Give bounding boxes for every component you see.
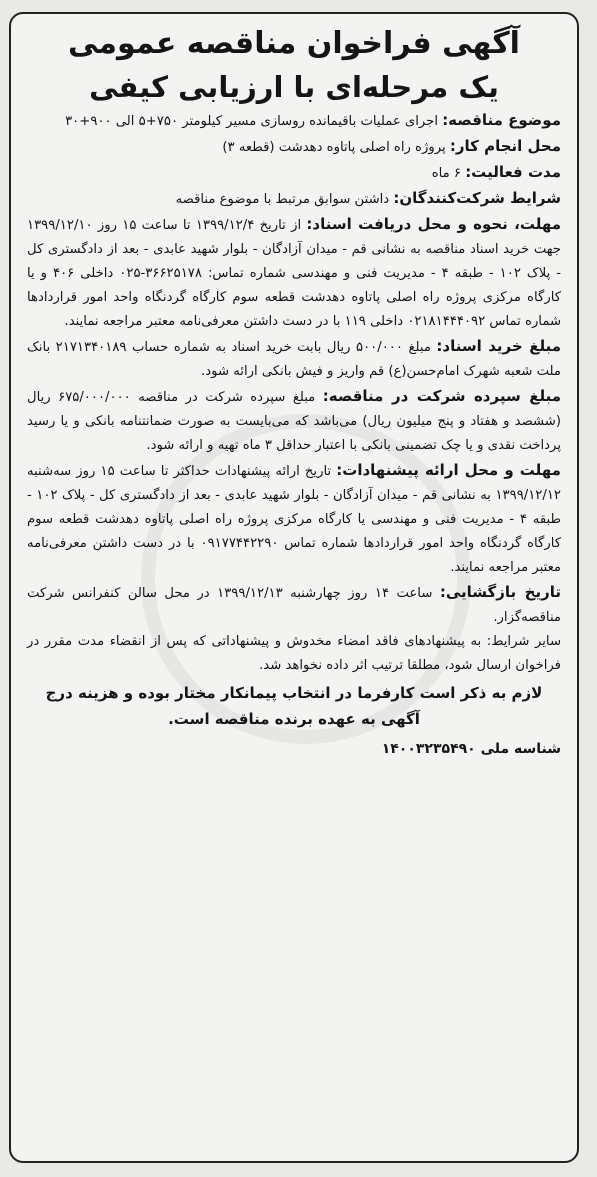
section-text: مبلغ سپرده شرکت در مناقصه ۶۷۵/۰۰۰/۰۰۰ ریال (ششصد و هفتاد و پنج میلیون ریال) می‌باشد که می‌بایست به صورت ضمانتنامه بانکی و یا رسید پرداخت نقدی و یا چک تضمینی بانکی با اعتبار حداقل ۳ ماه تهیه و ارائه شود. bbox=[27, 390, 561, 453]
notice-frame bbox=[9, 12, 579, 1163]
section-location bbox=[27, 134, 561, 160]
notice-content bbox=[11, 14, 577, 762]
section-subject bbox=[27, 108, 561, 134]
section-label: مبلغ سپرده شرکت در مناقصه: bbox=[322, 387, 561, 405]
section-text: اجرای عملیات باقیمانده روسازی مسیر کیلومتر ۷۵۰+۵ الی ۹۰۰+۳۰ bbox=[65, 114, 438, 129]
other-terms: سایر شرایط: به پیشنهادهای فاقد امضاء مخدوش و پیشنهاداتی که پس از انقضاء مدت مقرر در فراخوان ارسال شود، مطلقا ترتیب اثر داده نخواهد شد. bbox=[27, 634, 561, 673]
section-label: مدت فعالیت: bbox=[465, 163, 561, 181]
section-text: ۶ ماه bbox=[431, 166, 461, 181]
section-text: پروژه راه اصلی پاتاوه دهدشت (قطعه ۳) bbox=[222, 140, 446, 155]
section-label: شرایط شرکت‌کنندگان: bbox=[393, 189, 561, 207]
section-text: مبلغ ۵۰۰/۰۰۰ ریال بابت خرید اسناد به شماره حساب ۲۱۷۱۳۴۰۱۸۹ بانک ملت شعبه شهرک امام‌حسن(ع) قم واریز و فیش بانکی ارائه شود. bbox=[27, 340, 561, 379]
section-document-receipt bbox=[27, 212, 561, 334]
section-text: از تاریخ ۱۳۹۹/۱۲/۴ تا ساعت ۱۵ روز ۱۳۹۹/۱۲/۱۰ جهت خرید اسناد مناقصه به نشانی قم - میدان آزادگان - بلوار شهید عابدی - بعد از دادگستری کل - پلاک ۱۰۲ - طبقه ۴ - مدیریت فنی و مهندسی شماره تماس: ۳۶۶۲۵۱۷۸-۰۲۵ داخلی ۴۰۶ و یا کارگاه مرکزی پروژه راه اصلی پاتاوه دهدشت قطعه سوم کارگاه گردنگاه واحد امور قراردادها شماره تماس ۰۲۱۸۱۴۴۴۰۹۲ داخلی ۱۱۹ با در دست داشتن معرفی‌نامه معتبر مراجعه نمایند. bbox=[27, 218, 561, 329]
section-label: مبلغ خرید اسناد: bbox=[436, 337, 561, 355]
section-label: تاریخ بازگشایی: bbox=[439, 583, 561, 601]
section-duration bbox=[27, 160, 561, 186]
section-label: موضوع مناقصه: bbox=[442, 111, 561, 129]
closing-note: لازم به ذکر است کارفرما در انتخاب پیمانکار مختار بوده و هزینه درج آگهی به عهده برنده مناقصه است. bbox=[45, 684, 543, 728]
national-id: شناسه ملی ۱۴۰۰۳۲۳۵۴۹۰ bbox=[381, 741, 561, 757]
section-label: محل انجام کار: bbox=[449, 137, 561, 155]
section-label: مهلت، نحوه و محل دریافت اسناد: bbox=[306, 215, 562, 233]
notice-title-line2: یک مرحله‌ای با ارزیابی کیفی bbox=[89, 70, 499, 104]
notice-title-line1: آگهی فراخوان مناقصه عمومی bbox=[68, 26, 520, 61]
section-text: ساعت ۱۴ روز چهارشنبه ۱۳۹۹/۱۲/۱۳ در محل سالن کنفرانس شرکت مناقصه‌گزار. bbox=[27, 586, 561, 625]
section-document-price bbox=[27, 334, 561, 384]
section-text: داشتن سوابق مرتبط با موضوع مناقصه bbox=[175, 192, 390, 207]
section-participant-conditions bbox=[27, 186, 561, 212]
section-deposit bbox=[27, 384, 561, 458]
section-proposal-submission bbox=[27, 458, 561, 580]
section-opening-date bbox=[27, 580, 561, 630]
section-label: مهلت و محل ارائه پیشنهادات: bbox=[336, 461, 561, 479]
section-text: تاریخ ارائه پیشنهادات حداکثر تا ساعت ۱۵ روز سه‌شنبه ۱۳۹۹/۱۲/۱۲ به نشانی قم - میدان آزادگان - بلوار شهید عابدی - بعد از دادگستری کل - پلاک ۱۰۲ - طبقه ۴ - مدیریت فنی و مهندسی یا کارگاه مرکزی پروژه راه اصلی پاتاوه دهدشت قطعه سوم کارگاه گردنگاه واحد امور قراردادها شماره تماس ۰۹۱۷۷۴۴۲۲۹۰ با در دست داشتن معرفی‌نامه معتبر مراجعه نمایند. bbox=[27, 464, 562, 575]
